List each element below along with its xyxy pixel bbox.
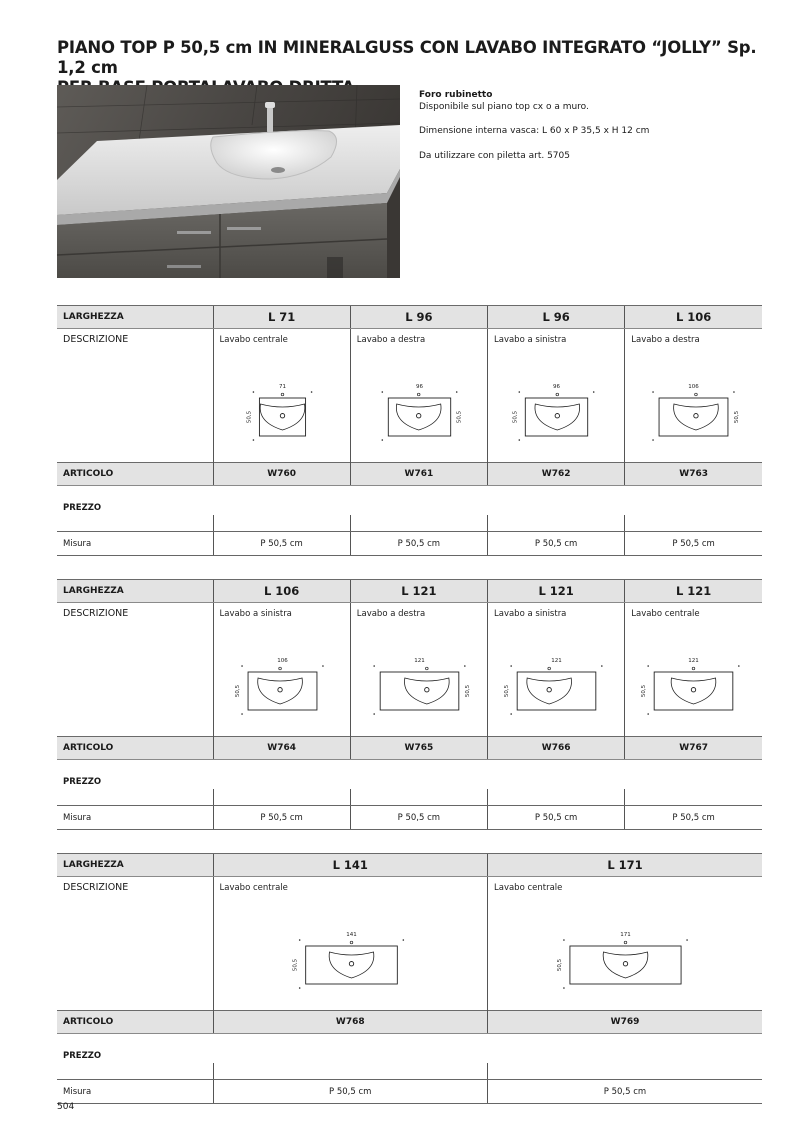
- drain-mark: [623, 962, 627, 966]
- tap-hole-mark: [556, 393, 559, 396]
- articolo-label: ARTICOLO: [57, 463, 213, 486]
- description-cell: [213, 877, 488, 1011]
- drain-mark: [277, 688, 281, 692]
- articolo-label: ARTICOLO: [57, 1011, 213, 1034]
- dimension-dot: [381, 439, 383, 441]
- sink-drawing: [488, 603, 624, 731]
- price-cell: [488, 789, 625, 806]
- prezzo-label: PREZZO: [63, 503, 102, 513]
- dimension-dot: [456, 391, 458, 393]
- width-value: L 71: [213, 306, 350, 329]
- tap-hole-mark: [281, 393, 284, 396]
- width-value: L 121: [625, 580, 762, 603]
- misura-value: P 50,5 cm: [350, 532, 487, 556]
- description-text: Lavabo a destra: [356, 609, 426, 619]
- drain-mark: [694, 414, 698, 418]
- tap-hole-mark: [624, 941, 627, 944]
- misura-value: P 50,5 cm: [625, 532, 762, 556]
- dimension-dot: [648, 665, 650, 667]
- dimension-dot: [686, 939, 688, 941]
- sink-diagram-svg: [351, 329, 488, 457]
- sink-diagram-svg: [351, 603, 488, 731]
- sink-diagram-svg: [488, 603, 625, 731]
- dimension-dot: [738, 665, 740, 667]
- width-value: L 106: [625, 306, 762, 329]
- description-text: Lavabo a sinistra: [494, 609, 567, 619]
- price-cell: [625, 789, 762, 806]
- articolo-label: ARTICOLO: [57, 737, 213, 760]
- price-cell: [350, 789, 487, 806]
- misura-value: P 50,5 cm: [488, 806, 625, 830]
- misura-value: P 50,5 cm: [350, 806, 487, 830]
- misura-label: Misura: [57, 806, 213, 830]
- basin-outline: [535, 404, 580, 430]
- misura-value: P 50,5 cm: [488, 1080, 763, 1104]
- drain-mark: [692, 688, 696, 692]
- descrizione-label: DESCRIZIONE: [63, 882, 129, 893]
- countertop-outline: [525, 398, 587, 436]
- info-line-3: Da utilizzare con piletta art. 5705: [419, 150, 570, 161]
- width-value: L 121: [350, 580, 487, 603]
- width-dimension-label: 121: [414, 658, 425, 664]
- page-title-line-1: PIANO TOP P 50,5 cm IN MINERALGUSS CON LAVABO INTEGRATO “JOLLY” Sp. 1,2 cm: [57, 38, 757, 77]
- drain-mark: [424, 688, 428, 692]
- width-value: L 171: [488, 854, 763, 877]
- article-code: W764: [213, 737, 350, 760]
- price-cell: [350, 515, 487, 532]
- larghezza-label: LARGHEZZA: [57, 580, 213, 603]
- sink-diagram-svg: [625, 603, 762, 731]
- width-dimension-label: 121: [551, 658, 562, 664]
- width-dimension-label: 171: [620, 932, 631, 938]
- larghezza-label: LARGHEZZA: [57, 306, 213, 329]
- article-code: W765: [350, 737, 487, 760]
- misura-label: Misura: [57, 1080, 213, 1104]
- width-dimension-label: 141: [345, 932, 357, 938]
- sink-diagram-svg: [214, 329, 351, 457]
- sink-drawing: [214, 329, 350, 457]
- product-table-1: [57, 305, 762, 556]
- dimension-dot: [593, 391, 595, 393]
- sink-drawing: [351, 603, 487, 731]
- description-text: Lavabo centrale: [219, 335, 288, 345]
- sink-drawing: [625, 603, 762, 731]
- description-cell: [350, 329, 487, 463]
- dimension-dot: [648, 713, 650, 715]
- depth-dimension-label: 50,5: [556, 958, 563, 972]
- dimension-dot: [510, 665, 512, 667]
- misura-label: Misura: [57, 532, 213, 556]
- misura-value: P 50,5 cm: [488, 532, 625, 556]
- sink-drawing: [214, 877, 488, 1005]
- dimension-dot: [310, 391, 312, 393]
- depth-dimension-label: 50,5: [504, 684, 511, 698]
- tap-hole-mark: [692, 667, 695, 670]
- dimension-dot: [381, 391, 383, 393]
- width-value: L 106: [213, 580, 350, 603]
- sink-drawing: [625, 329, 762, 457]
- product-table-3: [57, 853, 762, 1104]
- basin-outline: [257, 678, 302, 704]
- basin-outline: [603, 952, 648, 978]
- dimension-dot: [241, 713, 243, 715]
- dimension-dot: [252, 439, 254, 441]
- width-value: L 121: [488, 580, 625, 603]
- article-code: W761: [350, 463, 487, 486]
- width-value: L 141: [213, 854, 488, 877]
- tap-hole-mark: [417, 393, 420, 396]
- article-code: W766: [488, 737, 625, 760]
- price-cell: [625, 515, 762, 532]
- larghezza-label: LARGHEZZA: [57, 854, 213, 877]
- tap-hole-mark: [695, 393, 698, 396]
- product-photo: [57, 85, 400, 278]
- dimension-dot: [464, 665, 466, 667]
- description-text: Lavabo centrale: [631, 609, 700, 619]
- width-dimension-label: 96: [553, 384, 560, 390]
- dimension-dot: [519, 391, 521, 393]
- basin-outline: [396, 404, 441, 430]
- dimension-dot: [733, 391, 735, 393]
- basin-outline: [527, 678, 572, 704]
- dimension-dot: [373, 713, 375, 715]
- sink-diagram-svg: [625, 329, 762, 457]
- dimension-dot: [510, 713, 512, 715]
- basin-outline: [674, 404, 719, 430]
- info-line-2: Dimensione interna vasca: L 60 x P 35,5 x H 12 cm: [419, 126, 650, 136]
- depth-dimension-label: 50,5: [292, 958, 299, 972]
- price-cell: [213, 515, 350, 532]
- dimension-dot: [519, 439, 521, 441]
- sink-diagram-svg: [214, 877, 489, 1005]
- description-cell: [213, 603, 350, 737]
- drain-mark: [280, 414, 284, 418]
- basin-outline: [671, 678, 716, 704]
- basin-outline: [404, 678, 449, 704]
- description-cell: [350, 603, 487, 737]
- dimension-dot: [563, 939, 565, 941]
- descrizione-label: DESCRIZIONE: [63, 608, 129, 619]
- info-heading: Foro rubinetto: [419, 90, 493, 100]
- basin-outline: [329, 952, 374, 978]
- article-code: W769: [488, 1011, 763, 1034]
- width-dimension-label: 106: [276, 658, 288, 664]
- depth-dimension-label: 50,5: [456, 410, 463, 424]
- price-cell: [488, 1063, 763, 1080]
- misura-value: P 50,5 cm: [213, 1080, 488, 1104]
- description-cell: [625, 329, 762, 463]
- price-cell: [213, 789, 350, 806]
- description-text: Lavabo centrale: [219, 883, 288, 893]
- depth-dimension-label: 50,5: [464, 684, 471, 698]
- dimension-dot: [322, 665, 324, 667]
- sink-diagram-svg: [488, 329, 625, 457]
- dimension-dot: [298, 939, 300, 941]
- tap-hole-mark: [425, 667, 428, 670]
- drain-mark: [349, 962, 353, 966]
- depth-dimension-label: 50,5: [245, 410, 252, 424]
- misura-value: P 50,5 cm: [213, 532, 350, 556]
- depth-dimension-label: 50,5: [234, 684, 241, 698]
- article-code: W762: [488, 463, 625, 486]
- sink-drawing: [488, 877, 762, 1005]
- prezzo-label: PREZZO: [63, 1051, 102, 1061]
- descrizione-label: DESCRIZIONE: [63, 334, 129, 345]
- drain-mark: [547, 688, 551, 692]
- tap-hole-mark: [278, 667, 281, 670]
- misura-value: P 50,5 cm: [625, 806, 762, 830]
- description-cell: [488, 877, 763, 1011]
- sink-diagram-svg: [488, 877, 763, 1005]
- product-table-2: [57, 579, 762, 830]
- dimension-dot: [653, 439, 655, 441]
- description-text: Lavabo a destra: [631, 335, 700, 345]
- info-line-1: Disponibile sul piano top cx o a muro.: [419, 101, 589, 112]
- description-cell: [488, 329, 625, 463]
- drain-mark: [555, 414, 559, 418]
- depth-dimension-label: 50,5: [734, 410, 741, 424]
- dimension-dot: [653, 391, 655, 393]
- description-text: Lavabo centrale: [494, 883, 563, 893]
- basin-outline: [260, 404, 305, 430]
- article-code: W768: [213, 1011, 488, 1034]
- dimension-dot: [601, 665, 603, 667]
- description-cell: [625, 603, 762, 737]
- depth-dimension-label: 50,5: [512, 410, 519, 424]
- width-dimension-label: 121: [688, 658, 699, 664]
- width-value: L 96: [350, 306, 487, 329]
- dimension-dot: [298, 987, 300, 989]
- sink-drawing: [488, 329, 624, 457]
- dimension-dot: [241, 665, 243, 667]
- depth-dimension-label: 50,5: [641, 684, 648, 698]
- page-number: 504: [57, 1102, 75, 1112]
- sink-diagram-svg: [214, 603, 351, 731]
- article-code: W767: [625, 737, 762, 760]
- article-code: W763: [625, 463, 762, 486]
- price-cell: [213, 1063, 488, 1080]
- dimension-dot: [563, 987, 565, 989]
- description-cell: [488, 603, 625, 737]
- description-text: Lavabo a destra: [356, 335, 426, 345]
- width-dimension-label: 106: [688, 384, 699, 390]
- width-dimension-label: 71: [278, 384, 286, 390]
- countertop-outline: [388, 398, 450, 436]
- description-text: Lavabo a sinistra: [219, 609, 292, 619]
- dimension-dot: [402, 939, 404, 941]
- sink-drawing: [351, 329, 487, 457]
- drain-mark: [416, 414, 420, 418]
- dimension-dot: [252, 391, 254, 393]
- width-value: L 96: [488, 306, 625, 329]
- prezzo-label: PREZZO: [63, 777, 102, 787]
- price-cell: [488, 515, 625, 532]
- tap-hole-mark: [548, 667, 551, 670]
- product-info: [419, 90, 779, 162]
- width-dimension-label: 96: [415, 384, 423, 390]
- description-cell: [213, 329, 350, 463]
- sink-drawing: [214, 603, 350, 731]
- tap-hole-mark: [350, 941, 353, 944]
- dimension-dot: [373, 665, 375, 667]
- misura-value: P 50,5 cm: [213, 806, 350, 830]
- description-text: Lavabo a sinistra: [494, 335, 567, 345]
- article-code: W760: [213, 463, 350, 486]
